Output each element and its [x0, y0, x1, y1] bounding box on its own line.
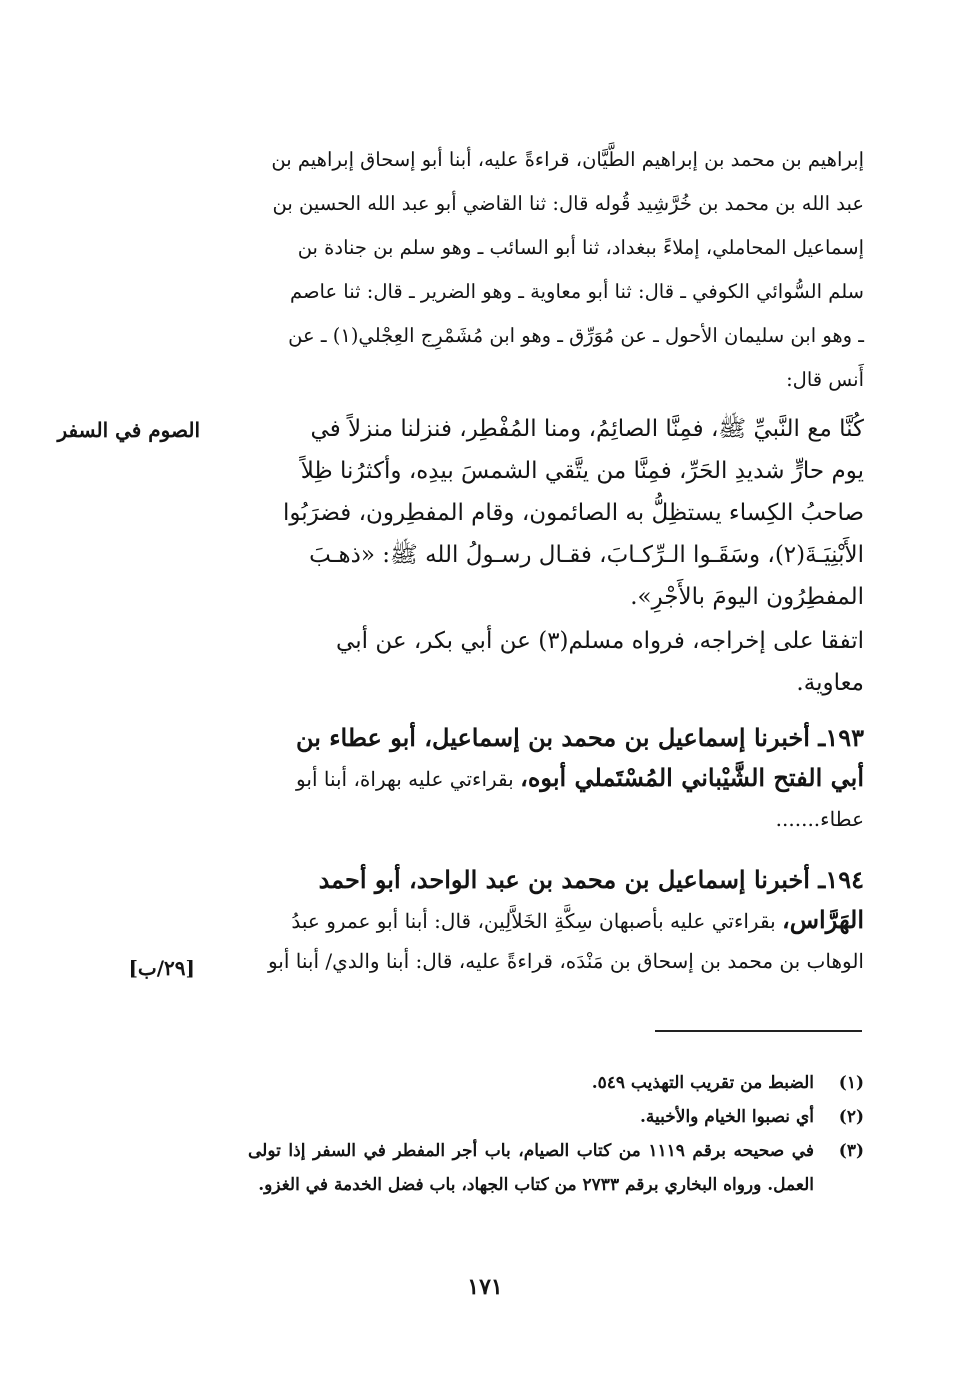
entry-heading: ١٩٤ـ أخبرنا إسماعيل بن محمد بن عبد الواحد، أبو أحمد: [318, 865, 864, 894]
footnote-number: (٢): [838, 1107, 864, 1127]
hadith-text: [248, 408, 864, 618]
entry-heading: ١٩٣ـ أخبرنا إسماعيل بن محمد بن إسماعيل، أبو عطاء بن: [295, 723, 864, 752]
isnad-paragraph: [248, 138, 864, 402]
hadith-line: الأَبْنِيَـةَ(٢)، وسَقَـوا الـرِّكـابَ، فقـال رسـولُ الله ﷺ: «ذهـبَ: [309, 542, 864, 568]
footnotes: [248, 1066, 864, 1202]
footnote-number: (٣): [838, 1141, 864, 1161]
entry-text: بقراءتي عليه بأصبهان سِكَّةِ الخَلاَّلِين، قال: أبنا أبو عمرو عبدُ: [291, 909, 776, 933]
isnad-line: سلم السُّوائي الكوفي ـ قال: ثنا أبو معاوية ـ وهو الضرير ـ قال: ثنا عاصم: [289, 280, 864, 303]
takhrij-line: اتفقا على إخراجه، فرواه مسلم(٣) عن أبي بكر، عن أبي: [336, 628, 864, 654]
isnad-line: إسماعيل المحاملي، إملاءً ببغداد، ثنا أبو السائب ـ وهو سلم بن جنادة بن: [297, 236, 864, 259]
entry-line: [248, 758, 864, 799]
isnad-line: إبراهيم بن محمد بن إبراهيم الطَّيَّان، قراءةً عليه، أبنا أبو إسحاق إبراهيم بن: [271, 148, 864, 171]
footnote-item: [248, 1100, 864, 1134]
page-number: ١٧١: [467, 1274, 503, 1300]
entry-193: [248, 718, 864, 839]
footnote-text: في صحيحه برقم ١١١٩ من كتاب الصيام، باب أجر المفطر في السفر إذا تولى العمل. ورواه البخاري برقم ٢٧٣٣ من كتاب الجهاد، باب فضل الخدمة في الغزو.: [248, 1141, 815, 1195]
footnote-item: [248, 1066, 864, 1100]
hadith-line: كُنَّا مع النَّبيِّ ﷺ، فمِنَّا الصائِمُ، ومنا المُفْطِر، فنزلنا منزلاً في: [310, 416, 864, 442]
takhrij-paragraph: [248, 620, 864, 704]
footnote-text: أي نصبوا الخيام والأخبية.: [639, 1107, 814, 1127]
footnote-text: الضبط من تقريب التهذيب ٥٤٩.: [591, 1073, 814, 1093]
hadith-line: صاحبُ الكِساء يستظِلُّ به الصائمون، وقام المفطِرون، فضرَبُوا: [282, 500, 864, 526]
entry-text: بقراءتي عليه بهراة، أبنا أبو: [296, 767, 514, 791]
entry-line: [248, 900, 864, 941]
entry-name-bold: الهَرَّاس،: [782, 905, 864, 934]
footnote-item: [248, 1134, 864, 1202]
takhrij-line: معاوية.: [796, 670, 864, 696]
entry-line: الوهاب بن محمد بن إسحاق بن مَنْدَه، قراءةً عليه، قال: أبنا والدي/ أبنا أبو: [267, 949, 864, 973]
footnote-divider: [655, 1030, 862, 1032]
folio-marker: [٢٩/ب]: [128, 956, 195, 980]
hadith-line: المفطِرُون اليومَ بالأَجْرِ».: [630, 584, 864, 610]
footnote-number: (١): [838, 1073, 864, 1093]
entry-line: عطاء.......: [775, 807, 864, 831]
isnad-line: عبد الله بن محمد بن خُرَّشِيد قُوله قال: ثنا القاضي أبو عبد الله الحسين بن: [272, 192, 864, 215]
isnad-line: ـ وهو ابن سليمان الأحول ـ عن مُوَرِّق ـ وهو ابن مُشَمْرِج العِجْلي(١) ـ عن: [288, 324, 864, 347]
margin-topic-heading: الصوم في السفر: [57, 418, 200, 442]
entry-name-bold: أبي الفتح الشَّيْباني المُسْتَملي أبوه،: [520, 763, 864, 792]
entry-194: [248, 860, 864, 981]
isnad-line: أَنس قال:: [786, 368, 864, 391]
hadith-line: يوم حارٍّ شديدِ الحَرِّ، فمِنَّا من يتَّقي الشمسَ بيدِه، وأكثرُنا ظِلاً: [300, 458, 864, 484]
